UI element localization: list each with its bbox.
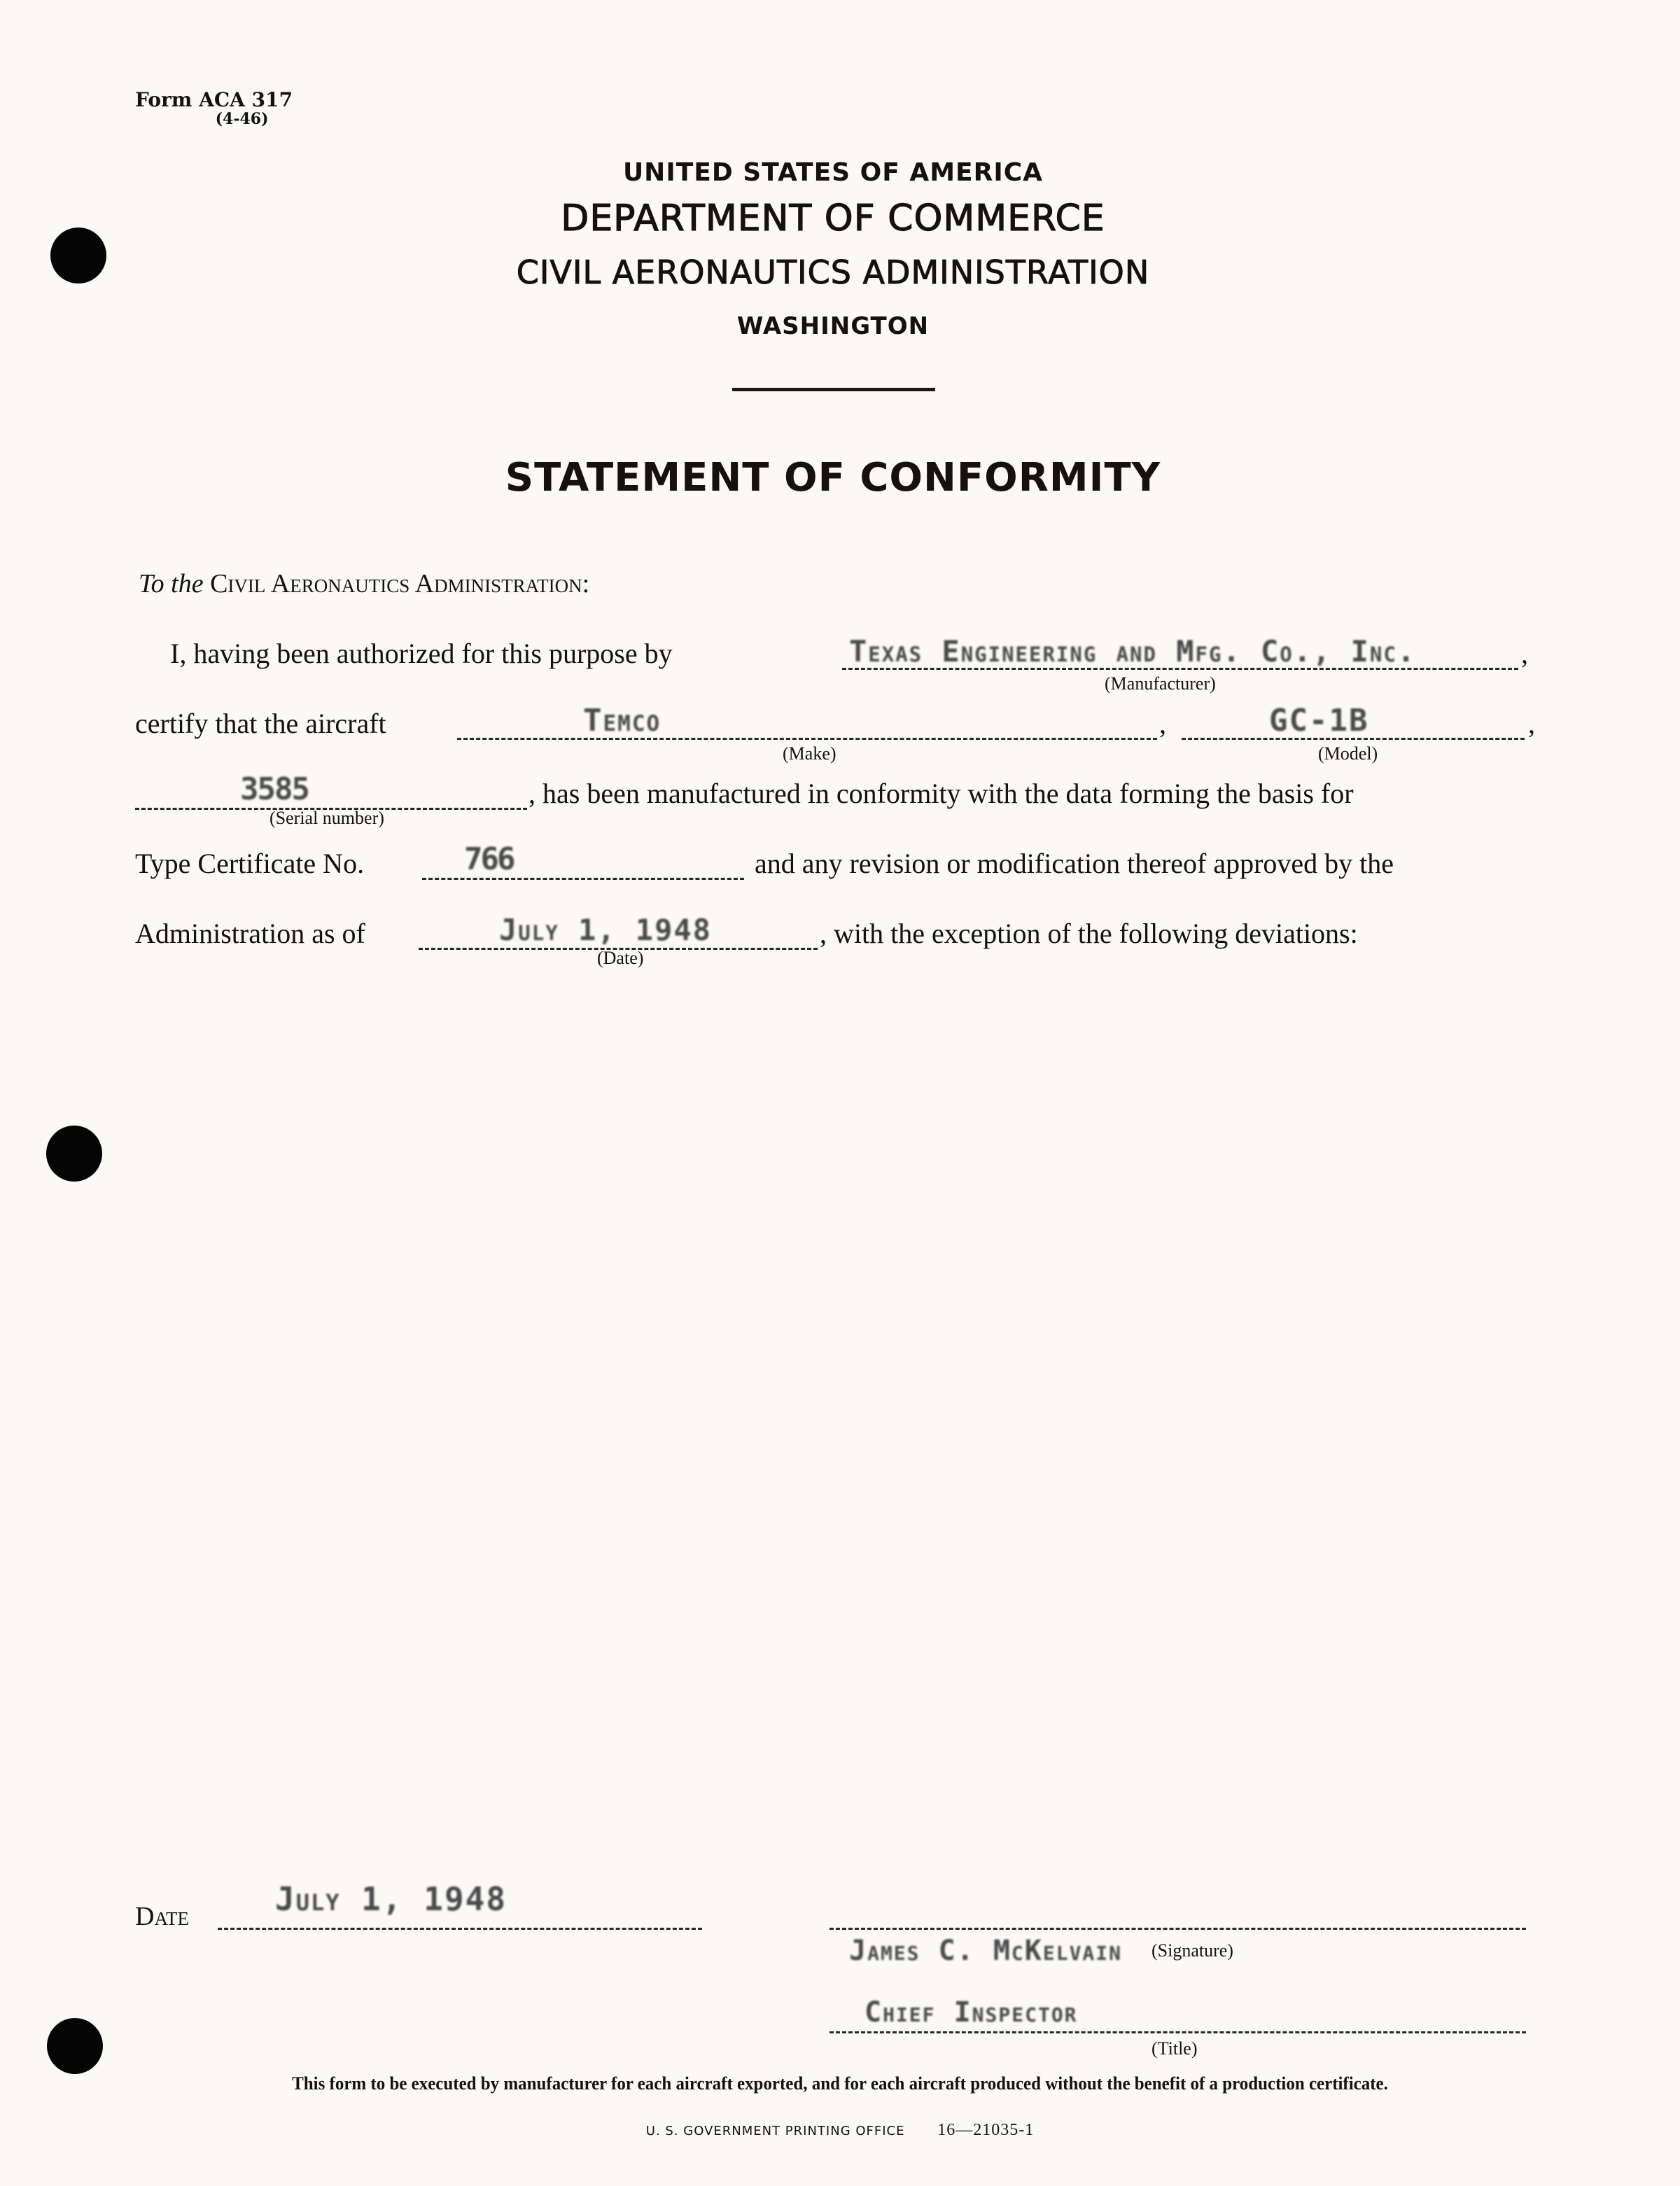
form-id: Form ACA 317 — [135, 88, 293, 111]
make-caption: (Make) — [783, 743, 836, 764]
title-field-line[interactable] — [830, 2031, 1526, 2033]
approval-date-line — [135, 913, 1535, 968]
serial-caption: (Serial number) — [270, 808, 384, 828]
form-revision: (4-46) — [215, 110, 269, 128]
punch-hole-bottom — [47, 2018, 103, 2074]
footer-note: This form to be executed by manufacturer for each aircraft exported, and for each aircraft produced without the benefit of a production certificate. — [292, 2073, 1388, 2094]
serial-line — [135, 771, 1535, 828]
serial-field-value[interactable]: 3585 — [240, 771, 309, 807]
form-number — [135, 90, 293, 127]
manufacturer-field-value[interactable]: Texas Engineering and Mfg. Co., Inc. — [849, 634, 1417, 668]
type-certificate-field-value[interactable]: 766 — [464, 841, 514, 877]
printer-line — [0, 2121, 1680, 2140]
comma: , — [1159, 708, 1166, 739]
type-certificate-line — [135, 841, 1535, 886]
line4-text-a: Type Certificate No. — [135, 848, 365, 879]
signature-caption: (Signature) — [1152, 1940, 1233, 1961]
model-caption: (Model) — [1318, 743, 1378, 764]
header-divider — [732, 388, 935, 391]
signature-date-value[interactable]: July 1, 1948 — [275, 1880, 507, 1918]
line4-text-b: and any revision or modification thereof approved by the — [755, 848, 1394, 879]
line1-text: I, having been authorized for this purpose by — [170, 638, 673, 669]
deviations-area[interactable] — [135, 980, 1535, 1855]
printer-name: U. S. GOVERNMENT PRINTING OFFICE — [645, 2124, 905, 2138]
printer-code: 16—21035-1 — [937, 2121, 1035, 2139]
punch-hole-middle — [46, 1126, 102, 1182]
make-field-value[interactable]: Temco — [583, 703, 662, 738]
manufacturer-line — [135, 634, 1535, 694]
approval-date-field-value[interactable]: July 1, 1948 — [499, 913, 712, 947]
header-city: WASHINGTON — [736, 312, 930, 340]
header-department: DEPARTMENT OF COMMERCE — [561, 197, 1105, 239]
signature-value[interactable]: James C. McKelvain — [849, 1935, 1123, 1967]
title-caption: (Title) — [1152, 2038, 1198, 2059]
date-caption: (Date) — [597, 948, 644, 968]
salutation-recipient: Civil Aeronautics Administration: — [210, 569, 590, 598]
line5-text-a: Administration as of — [135, 918, 365, 949]
line3-text: , has been manufactured in conformity with the data forming the basis for — [528, 778, 1354, 809]
header-agency: CIVIL AERONAUTICS ADMINISTRATION — [516, 253, 1150, 291]
make-field-line[interactable] — [457, 738, 1157, 740]
comma: , — [1528, 708, 1535, 739]
line5-text-b: , with the exception of the following deviations: — [820, 918, 1358, 949]
comma: , — [1521, 638, 1528, 669]
signature-row — [830, 1918, 1530, 1974]
type-certificate-field-line[interactable] — [422, 878, 744, 880]
title-value[interactable]: Chief Inspector — [864, 1996, 1078, 2029]
document-title: STATEMENT OF CONFORMITY — [505, 455, 1161, 500]
salutation-prefix: To the — [139, 569, 204, 598]
manufacturer-caption: (Manufacturer) — [1105, 673, 1216, 694]
header-country: UNITED STATES OF AMERICA — [622, 158, 1044, 187]
salutation — [139, 568, 589, 599]
line2-text: certify that the aircraft — [135, 708, 386, 739]
model-field-value[interactable]: GC-1B — [1269, 703, 1369, 738]
title-row — [830, 1988, 1530, 2065]
signature-date-row — [135, 1880, 709, 1932]
signature-field-line[interactable] — [830, 1928, 1526, 1930]
signature-date-field-line[interactable] — [218, 1928, 702, 1930]
date-label: Date — [135, 1902, 189, 1931]
aircraft-line — [135, 703, 1535, 764]
